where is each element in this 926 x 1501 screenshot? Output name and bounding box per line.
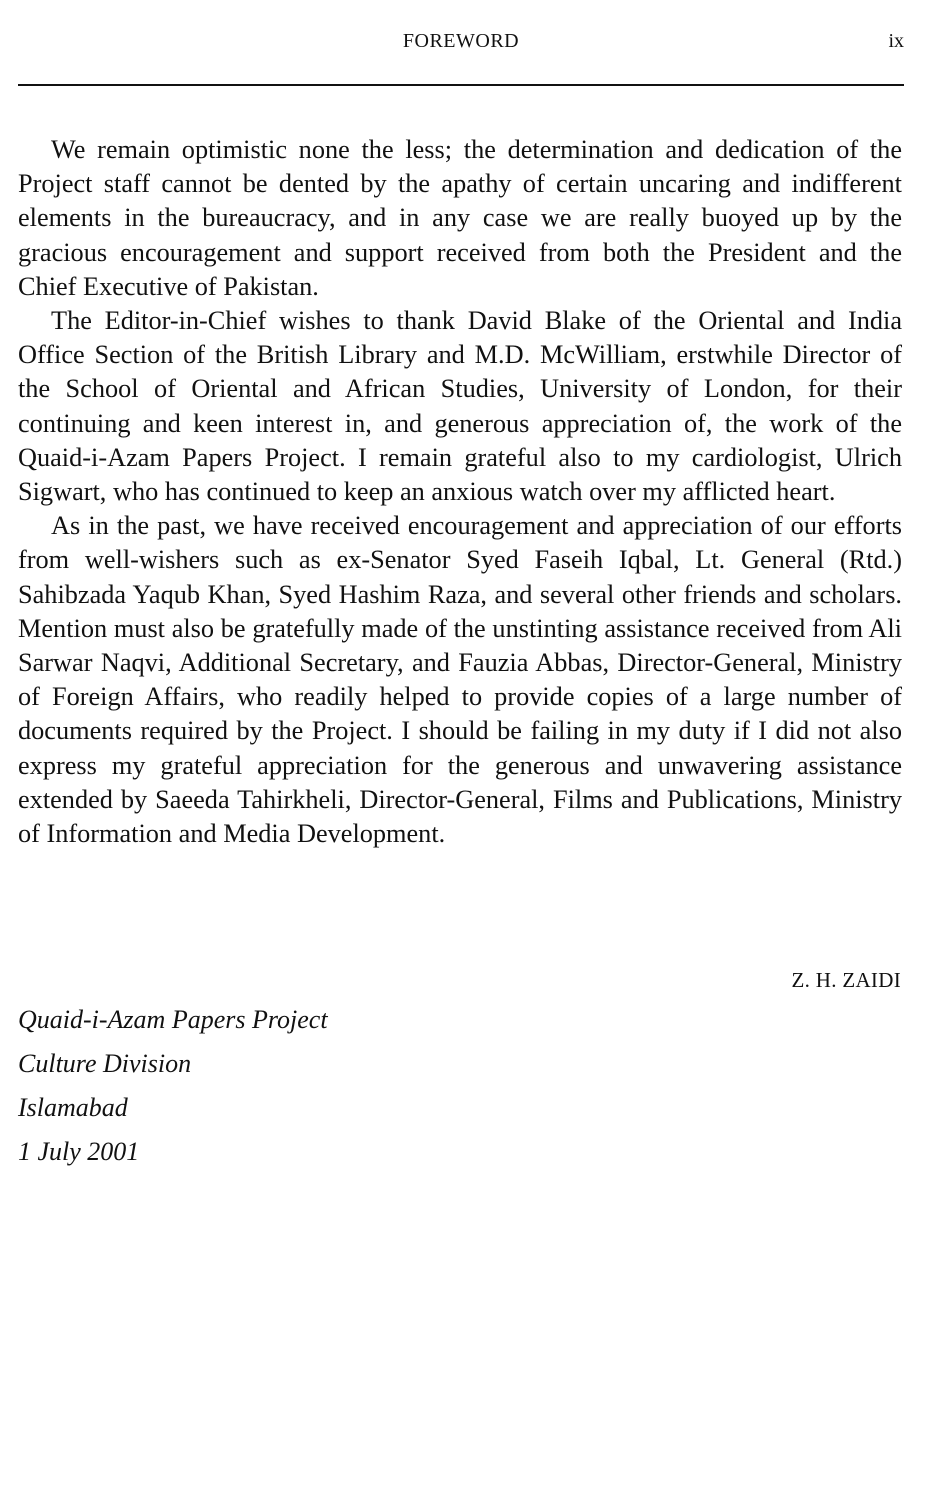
foreword-body	[18, 133, 902, 851]
place-line-date: 1 July 2001	[18, 1137, 140, 1166]
author-signature: Z. H. ZAIDI	[791, 968, 901, 992]
paragraph-2: The Editor-in-Chief wishes to thank David Blake of the Oriental and India Office Section of the British Library and M.D. McWilliam, erstwhile Director of the School of Oriental and African Studies, University of London, for their continuing and keen interest in, and generous appreciation of, the work of the Quaid-i-Azam Papers Project. I remain grateful also to my cardiologist, Ulrich Sigwart, who has continued to keep an anxious watch over my afflicted heart.	[18, 306, 902, 507]
header-rule	[18, 84, 904, 86]
paragraph-3: As in the past, we have received encouragement and appreciation of our efforts from well-wishers such as ex-Senator Syed Faseih Iqbal, Lt. General (Rtd.) Sahibzada Yaqub Khan, Syed Hashim Raza, and several other friends and scholars. Mention must also be gratefully made of the unstinting assistance received from Ali Sarwar Naqvi, Additional Secretary, and Fauzia Abbas, Director-General, Ministry of Foreign Affairs, who readily helped to provide copies of a large number of documents required by the Project. I should be failing in my duty if I did not also express my grateful appreciation for the generous and unwavering assistance extended by Saeeda Tahirkheli, Director-General, Films and Publications, Ministry of Information and Media Development.	[18, 511, 902, 849]
place-and-date	[18, 998, 328, 1174]
place-line-division: Culture Division	[18, 1049, 192, 1078]
place-line-city: Islamabad	[18, 1093, 128, 1122]
paragraph-1: We remain optimistic none the less; the determination and dedication of the Project staff cannot be dented by the apathy of certain uncaring and indifferent elements in the bureaucracy, and in any case we are really buoyed up by the gracious encouragement and support received from both the President and the Chief Executive of Pakistan.	[18, 135, 902, 301]
place-line-project: Quaid-i-Azam Papers Project	[18, 1005, 328, 1034]
page-number: ix	[888, 30, 904, 52]
running-header	[18, 30, 904, 60]
running-title: FOREWORD	[402, 30, 520, 52]
